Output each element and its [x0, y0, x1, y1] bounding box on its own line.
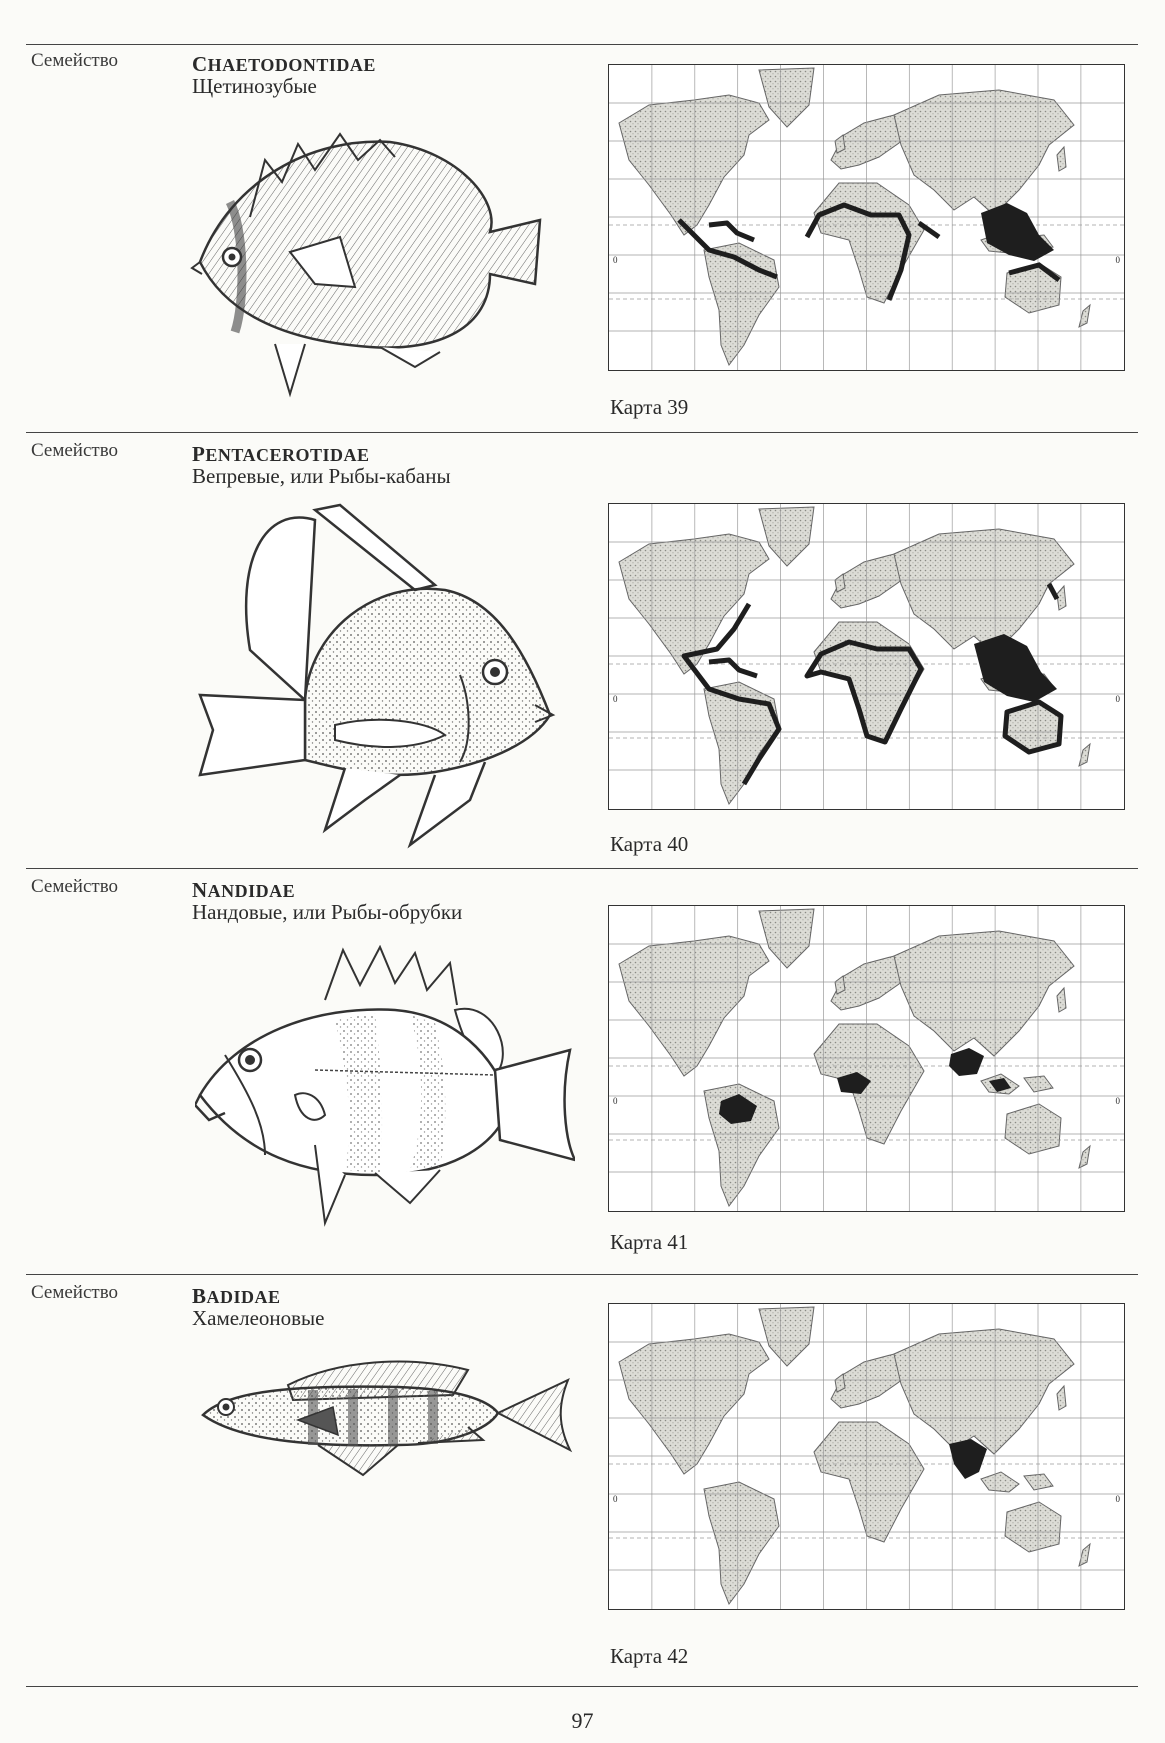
equator-marker-right: 0 — [1115, 255, 1120, 265]
top-rule — [26, 44, 1138, 45]
chaetodontidae-fish-illustration — [190, 112, 550, 402]
page-number: 97 — [571, 1708, 594, 1733]
distribution-map-42 — [608, 1303, 1125, 1610]
section-divider — [26, 868, 1138, 869]
distribution-map-41 — [608, 905, 1125, 1212]
pentacerotidae-fish-illustration — [195, 500, 565, 850]
equator-marker-right: 0 — [1115, 694, 1120, 704]
map-caption: Карта 41 — [610, 1230, 689, 1254]
distribution-map-39 — [608, 64, 1125, 371]
equator-marker-left: 0 — [613, 694, 618, 704]
equator-marker-left: 0 — [613, 1494, 618, 1504]
family-latin-name: NANDIDAE — [192, 878, 296, 902]
distribution-map-40 — [608, 503, 1125, 810]
equator-marker-right: 0 — [1115, 1096, 1120, 1106]
family-russian-name: Щетинозубые — [192, 74, 317, 98]
section-divider — [26, 432, 1138, 433]
family-label: Семейство — [31, 50, 119, 71]
family-russian-name: Нандовые, или Рыбы-обрубки — [192, 900, 463, 924]
map-caption: Карта 42 — [610, 1644, 689, 1668]
equator-marker-left: 0 — [613, 1096, 618, 1106]
family-russian-name: Вепревые, или Рыбы-кабаны — [192, 464, 451, 488]
map-caption: Карта 39 — [610, 395, 689, 419]
family-latin-name: PENTACEROTIDAE — [192, 442, 370, 466]
family-latin-name: CHAETODONTIDAE — [192, 52, 376, 76]
equator-marker-left: 0 — [613, 255, 618, 265]
section-divider — [26, 1274, 1138, 1275]
family-latin-name: BADIDAE — [192, 1284, 281, 1308]
bottom-rule — [26, 1686, 1138, 1687]
family-label: Семейство — [31, 440, 119, 461]
family-label: Семейство — [31, 1282, 119, 1303]
family-russian-name: Хамелеоновые — [192, 1306, 325, 1330]
family-label: Семейство — [31, 876, 119, 897]
equator-marker-right: 0 — [1115, 1494, 1120, 1504]
badidae-fish-illustration — [198, 1345, 578, 1485]
map-caption: Карта 40 — [610, 832, 689, 856]
nandidae-fish-illustration — [195, 945, 575, 1235]
